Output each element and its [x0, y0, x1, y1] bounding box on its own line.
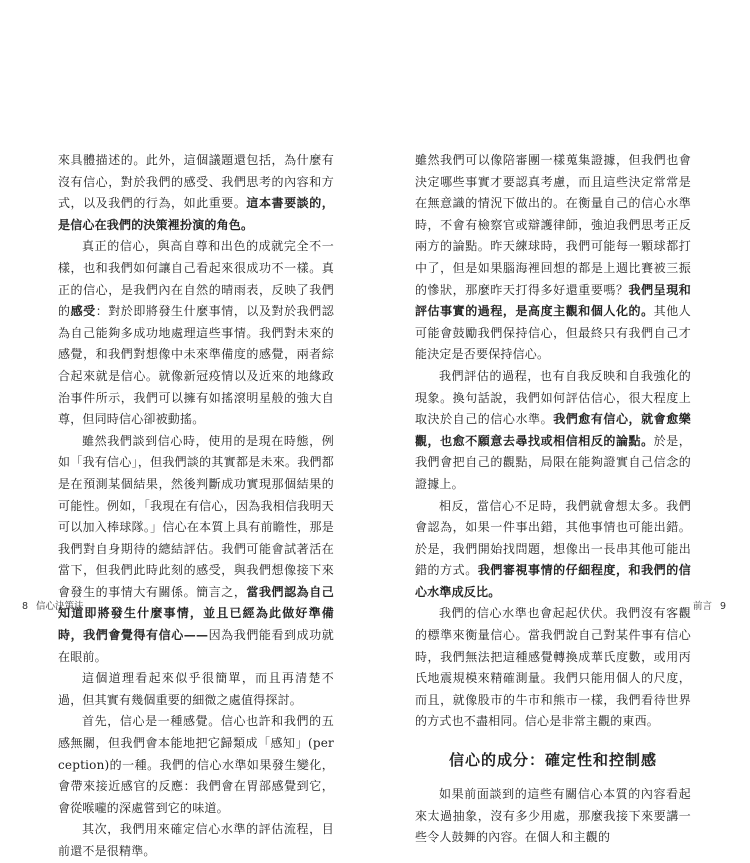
left-folio — [22, 598, 92, 612]
text-run: 真正的信心，與高自尊和出色的成就完全不一樣，也和我們如何讓自己看起來很成功不一樣。真正的信心，是我們內在自然的晴雨表，反映了我們的 — [58, 239, 334, 319]
bold-run: 我們呈現和評估事實的過程，是高度主觀和個人化的。 — [415, 282, 691, 319]
left-running-title: 信心決策法 — [36, 601, 84, 612]
paragraph — [58, 668, 334, 711]
text-run: 雖然我們談到信心時，使用的是現在時態，例如「我有信心」，但我們談的其實都是未來。我們都是在預測某個結果，然後判斷成功實現那個結果的可能性。例如，「我現在有信心，因為我相信我明天可以加入棒球隊。」信心在本質上具有前瞻性，那是我們對自身期待的總結評估。我們可能會試著活在當下，但我們此時此刻的感受，與我們想像接下來會發生的事情大有關係。簡言之， — [58, 433, 334, 599]
right-page-body — [415, 150, 691, 733]
left-page-number: 8 — [22, 601, 29, 612]
text-run: 因為我們能看到成功就在眼前。 — [58, 628, 334, 664]
bold-run: 我們審視事情的仔細程度，和我們的信心水準成反比。 — [415, 563, 691, 599]
paragraph — [58, 150, 334, 236]
paragraph — [415, 496, 691, 604]
paragraph — [58, 711, 334, 819]
text-run: 來具體描述的。此外，這個議題還包括，為什麼有沒有信心，對於我們的感受、我們思考的內容和方式，以及我們的行為，如此重要。 — [58, 153, 334, 211]
bold-run: 當我們認為自己知道即將發生什麼事情，並且已經為此做好準備時，我們會覺得有信心—— — [58, 584, 334, 643]
right-running-title: 前言 — [692, 601, 712, 612]
right-folio — [685, 598, 726, 612]
left-page-body — [58, 150, 334, 863]
bold-run: 我們愈有信心，就會愈樂觀，也愈不願意去尋找或相信相反的論點。 — [415, 412, 692, 448]
section-heading: 信心的成分：確定性和控制感 — [448, 751, 657, 770]
paragraph — [415, 603, 691, 733]
bold-run: 這本書要談的，是信心在我們的決策裡扮演的角色。 — [58, 196, 334, 232]
text-run: 首先，信心是一種感覺。信心也許和我們的五感無關，但我們會本能地把它歸類成「感知」(perception)的一種。我們的信心水準如果發生變化，會帶來接近感官的反應：我們會在胃部感覺到它，會從喉嚨的深處嘗到它的味道。 — [58, 714, 334, 815]
right-page-number: 9 — [719, 601, 726, 612]
right-page — [415, 150, 691, 849]
paragraph — [415, 784, 691, 849]
paragraph — [58, 431, 334, 669]
text-run: 相反，當信心不足時，我們就會想太多。我們會認為，如果一件事出錯，其他事情也可能出錯。於是，我們開始找問題，想像出一長串其他可能出錯的方式。 — [415, 498, 691, 578]
text-run: 這個道理看起來似乎很簡單，而且再清楚不過，但其實有幾個重要的細微之處值得探討。 — [58, 671, 334, 707]
text-run: 我們的信心水準也會起起伏伏。我們沒有客觀的標準來衡量信心。當我們說自己對某件事有信心時，我們無法把這種感覺轉換成華氏度數，或用丙氏地震規模來精確測量。我們只能用個人的尺度，而且，就像股市的牛市和熊市一樣，我們看待世界的方式也不盡相同。信心是非常主觀的東西。 — [415, 606, 691, 729]
paragraph — [58, 819, 334, 862]
text-run: 其次，我們用來確定信心水準的評估流程，目前還不是很精準。 — [58, 822, 334, 858]
text-run: ：對於即將發生什麼事情，以及對於我們認為自己能夠多成功地處理這些事情。我們對未來的感覺，和我們對想像中未來準備度的感覺，兩者綜合起來就是信心。就像新冠疫情以及近來的地緣政治事件所示，我們可以擁有如搖滾明星般的強大自尊，但同時信心卻被動搖。 — [58, 304, 334, 427]
text-run: 如果前面談到的這些有關信心本質的內容看起來太過抽象，沒有多少用處，那麼我接下來要講一些令人鼓舞的內容。在個人和主觀的 — [415, 787, 691, 845]
text-run: 我們評估的過程，也有自我反映和自我強化的現象。換句話說，我們如何評估信心，很大程度上取決於自己的信心水準。 — [415, 368, 691, 427]
paragraph — [58, 236, 334, 430]
left-page — [58, 150, 334, 863]
paragraph — [415, 366, 691, 496]
text-run: 其他人可能會鼓勵我們保持信心，但最終只有我們自己才能決定是否要保持信心。 — [415, 304, 691, 362]
bold-run: 感受 — [70, 304, 96, 319]
text-run: 於是，我們會把自己的觀點，局限在能夠證實自己信念的證據上。 — [415, 433, 691, 491]
text-run: 雖然我們可以像陪審團一樣蒐集證據，但我們也會決定哪些事實才要認真考慮，而且這些決定常常是在無意識的情況下做出的。在衡量自己的信心水準時，不會有檢察官或辯護律師，強迫我們思考正反兩方的論點。昨天練球時，我們可能每一顆球都打中了，但是如果腦海裡回想的都是上週比賽被三振的慘狀，那麼昨天打得多好還重要嗎？ — [415, 153, 691, 297]
paragraph — [415, 150, 691, 366]
right-page-after-heading — [415, 784, 691, 849]
